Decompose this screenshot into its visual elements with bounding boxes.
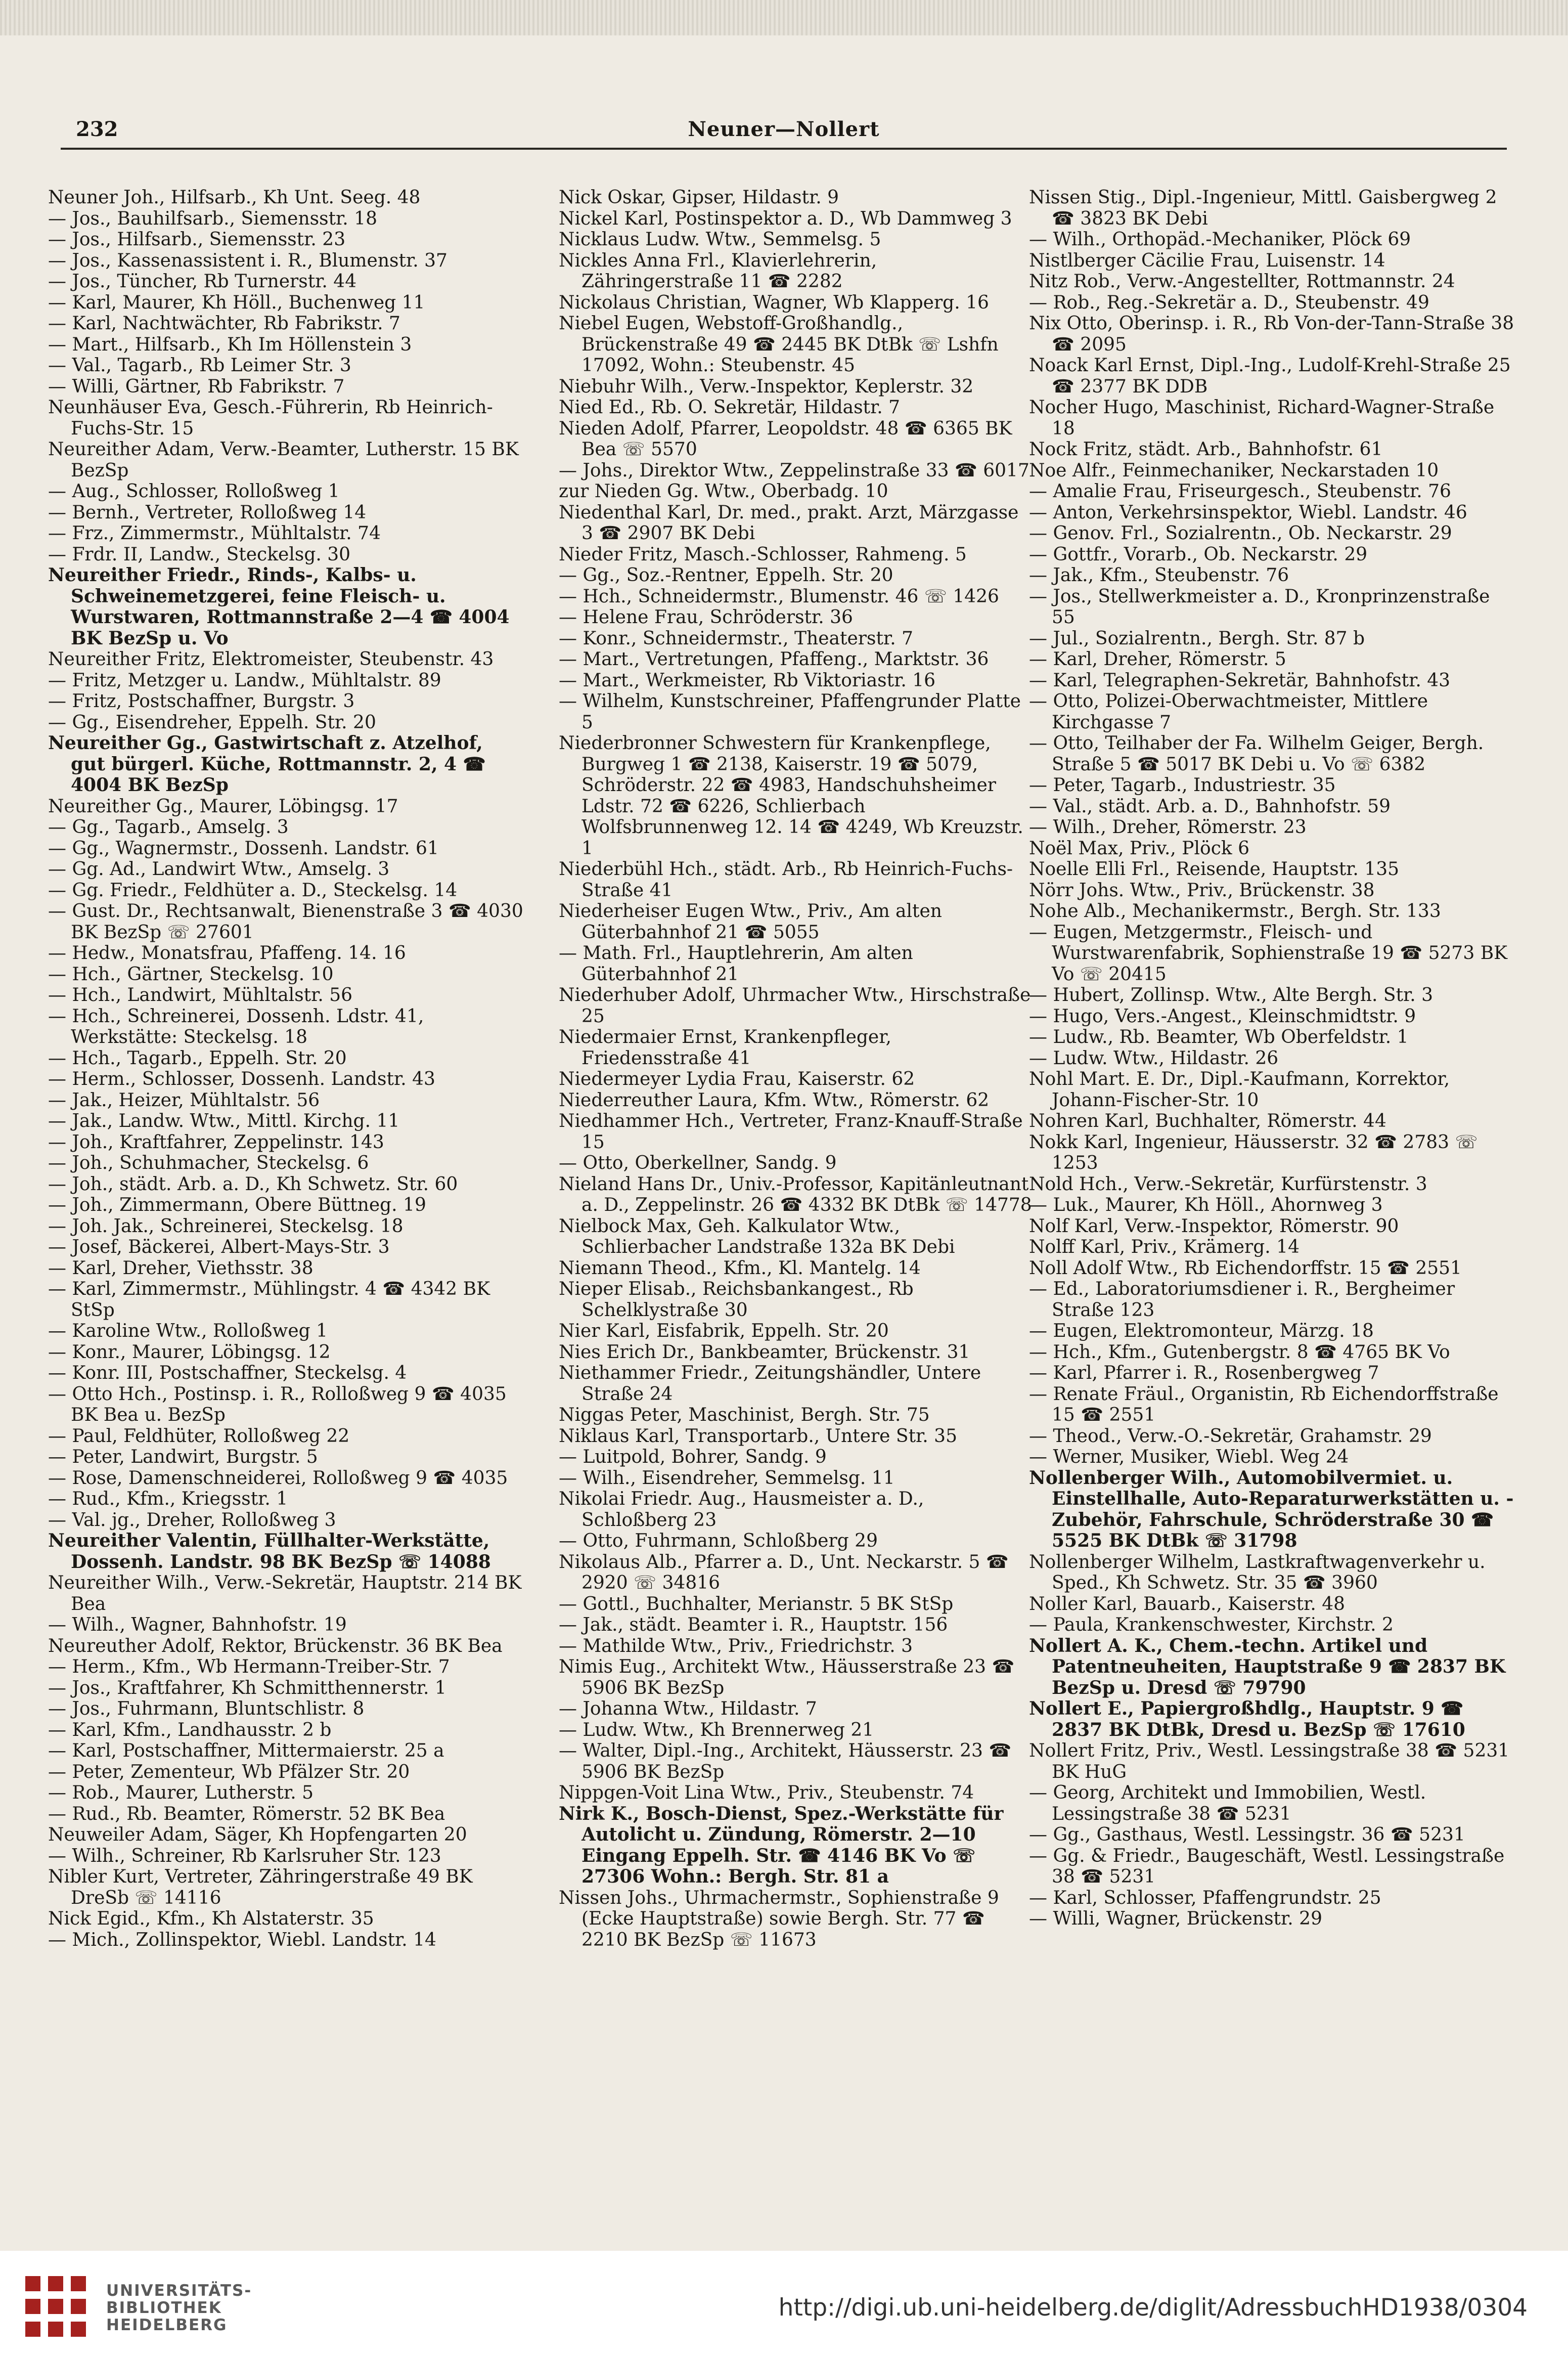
directory-entry: Nollert A. K., Chem.-techn. Artikel und Patentneuheiten, Hauptstraße 9 ☎ 2837 BK BezSp u. Dresd ☏ 79790: [1029, 1635, 1506, 1698]
directory-entry: Noller Karl, Bauarb., Kaiserstr. 48: [1029, 1593, 1346, 1614]
directory-entry: Niedenthal Karl, Dr. med., prakt. Arzt, Märzgasse 3 ☎ 2907 BK Debi: [559, 502, 1019, 544]
directory-entry: — Jos., Fuhrmann, Bluntschlistr. 8: [48, 1698, 365, 1719]
directory-entry: — Werner, Musiker, Wiebl. Weg 24: [1029, 1447, 1349, 1467]
directory-entry: — Peter, Zementeur, Wb Pfälzer Str. 20: [48, 1761, 410, 1782]
directory-entry: — Hch., Landwirt, Mühltalstr. 56: [48, 985, 353, 1006]
directory-entry: — Hch., Schreinerei, Dossenh. Ldstr. 41, Werkstätte: Steckelsg. 18: [48, 1006, 424, 1047]
directory-entry: Noack Karl Ernst, Dipl.-Ing., Ludolf-Krehl-Straße 25 ☎ 2377 BK DDB: [1029, 355, 1511, 397]
directory-entry: — Otto, Polizei-Oberwachtmeister, Mittlere Kirchgasse 7: [1029, 691, 1428, 733]
directory-entry: Nick Egid., Kfm., Kh Alstaterstr. 35: [48, 1908, 374, 1929]
directory-entry: — Hch., Schneidermstr., Blumenstr. 46 ☏ 1426: [559, 586, 999, 607]
directory-entry: — Anton, Verkehrsinspektor, Wiebl. Landstr. 46: [1029, 502, 1467, 523]
library-name-line: BIBLIOTHEK: [106, 2299, 222, 2317]
scan-edge: [0, 0, 1568, 35]
directory-entry: Noelle Elli Frl., Reisende, Hauptstr. 135: [1029, 859, 1400, 880]
directory-entry: Nibler Kurt, Vertreter, Zähringerstraße 49 BK DreSb ☏ 14116: [48, 1866, 473, 1908]
directory-entry: — Josef, Bäckerei, Albert-Mays-Str. 3: [48, 1237, 390, 1257]
directory-entry: Neureither Fritz, Elektromeister, Steubenstr. 43: [48, 649, 494, 670]
directory-entry: — Karl, Zimmermstr., Mühlingstr. 4 ☎ 4342 BK StSp: [48, 1279, 490, 1321]
directory-entry: — Karl, Schlosser, Pfaffengrundstr. 25: [1029, 1887, 1381, 1908]
directory-entry: Nier Karl, Eisfabrik, Eppelh. Str. 20: [559, 1321, 889, 1341]
directory-entry: — Jak., Heizer, Mühltalstr. 56: [48, 1089, 320, 1111]
directory-entry: Noël Max, Priv., Plöck 6: [1029, 838, 1250, 859]
directory-entry: Nold Hch., Verw.-Sekretär, Kurfürstenstr. 3: [1029, 1173, 1427, 1195]
directory-entry: — Hedw., Monatsfrau, Pfaffeng. 14. 16: [48, 943, 406, 964]
directory-entry: Nohren Karl, Buchhalter, Römerstr. 44: [1029, 1111, 1386, 1131]
directory-entry: — Wilh., Schreiner, Rb Karlsruher Str. 123: [48, 1845, 441, 1866]
directory-entry: — Math. Frl., Hauptlehrerin, Am alten Güterbahnhof 21: [559, 943, 913, 985]
directory-entry: — Ed., Laboratoriumsdiener i. R., Bergheimer Straße 123: [1029, 1279, 1455, 1321]
directory-entry: — Gg., Eisendreher, Eppelh. Str. 20: [48, 712, 376, 733]
directory-entry: Nörr Johs. Wtw., Priv., Brückenstr. 38: [1029, 880, 1375, 901]
directory-entry: — Otto Hch., Postinsp. i. R., Rolloßweg 9 ☎ 4035 BK Bea u. BezSp: [48, 1383, 507, 1425]
directory-entry: Nirk K., Bosch-Dienst, Spez.-Werkstätte für Autolicht u. Zündung, Römerstr. 2—10 Eingang Eppelh. Str. ☎ 4146 BK Vo ☏ 27306 Wohn.: Bergh. Str. 81 a: [559, 1803, 1004, 1887]
directory-entry: — Konr., Maurer, Löbingsg. 12: [48, 1341, 331, 1363]
directory-entry: — Karl, Pfarrer i. R., Rosenbergweg 7: [1029, 1363, 1379, 1383]
directory-entry: — Jos., Bauhilfsarb., Siemensstr. 18: [48, 208, 377, 229]
directory-entry: Neuweiler Adam, Säger, Kh Hopfengarten 20: [48, 1824, 467, 1845]
directory-entry: Neureuther Adolf, Rektor, Brückenstr. 36 BK Bea: [48, 1635, 503, 1656]
directory-entry: — Karl, Telegraphen-Sekretär, Bahnhofstr. 43: [1029, 670, 1451, 691]
directory-entry: — Fritz, Metzger u. Landw., Mühltalstr. 89: [48, 670, 441, 691]
directory-entry: — Joh. Jak., Schreinerei, Steckelsg. 18: [48, 1215, 404, 1237]
directory-entry: Noll Adolf Wtw., Rb Eichendorffstr. 15 ☎ 2551: [1029, 1257, 1462, 1279]
directory-entry: — Wilhelm, Kunstschreiner, Pfaffengrunder Platte 5: [559, 691, 1021, 733]
directory-entry: — Hch., Kfm., Gutenbergstr. 8 ☎ 4765 BK Vo: [1029, 1341, 1450, 1363]
directory-entry: Nieden Adolf, Pfarrer, Leopoldstr. 48 ☎ 6365 BK Bea ☏ 5570: [559, 418, 1012, 460]
directory-entry: Nokk Karl, Ingenieur, Häusserstr. 32 ☎ 2783 ☏ 1253: [1029, 1131, 1478, 1173]
directory-entry: — Walter, Dipl.-Ing., Architekt, Häusserstr. 23 ☎ 5906 BK BezSp: [559, 1740, 1012, 1782]
directory-entry: — Wilh., Dreher, Römerstr. 23: [1029, 817, 1307, 838]
directory-entry: Niggas Peter, Maschinist, Bergh. Str. 75: [559, 1405, 930, 1425]
directory-entry: Niethammer Friedr., Zeitungshändler, Untere Straße 24: [559, 1363, 981, 1405]
directory-entry: Nick Oskar, Gipser, Hildastr. 9: [559, 187, 839, 208]
directory-entry: Nied Ed., Rb. O. Sekretär, Hildastr. 7: [559, 397, 901, 418]
directory-entry: — Val., städt. Arb. a. D., Bahnhofstr. 59: [1029, 796, 1391, 817]
directory-entry: Nolf Karl, Verw.-Inspektor, Römerstr. 90: [1029, 1215, 1399, 1237]
directory-entry: — Jos., Kassenassistent i. R., Blumenstr. 37: [48, 250, 447, 271]
directory-entry: — Konr., Schneidermstr., Theaterstr. 7: [559, 628, 913, 649]
directory-entry: — Karl, Dreher, Römerstr. 5: [1029, 649, 1286, 670]
directory-entry: Nippgen-Voit Lina Wtw., Priv., Steubenstr. 74: [559, 1782, 974, 1803]
directory-entry: — Jos., Tüncher, Rb Turnerstr. 44: [48, 271, 357, 292]
directory-entry: — Otto, Fuhrmann, Schloßberg 29: [559, 1531, 878, 1551]
directory-entry: Niedhammer Hch., Vertreter, Franz-Knauff-Straße 15: [559, 1111, 1023, 1153]
directory-entry: — Eugen, Metzgermstr., Fleisch- und Wurstwarenfabrik, Sophienstraße 19 ☎ 5273 BK Vo ☏ 20415: [1029, 922, 1508, 985]
directory-entry: — Hubert, Zollinsp. Wtw., Alte Bergh. Str. 3: [1029, 985, 1433, 1006]
directory-entry: Neureither Wilh., Verw.-Sekretär, Hauptstr. 214 BK Bea: [48, 1573, 522, 1614]
directory-entry: — Karl, Kfm., Landhausstr. 2 b: [48, 1719, 332, 1740]
directory-entry: — Gg., Soz.-Rentner, Eppelh. Str. 20: [559, 565, 893, 586]
directory-entry: — Bernh., Vertreter, Rolloßweg 14: [48, 502, 367, 523]
directory-entry: — Mathilde Wtw., Priv., Friedrichstr. 3: [559, 1635, 913, 1656]
directory-entry: — Ludw., Rb. Beamter, Wb Oberfeldstr. 1: [1029, 1027, 1409, 1047]
column-3: [1029, 187, 1514, 2190]
directory-entry: — Joh., Kraftfahrer, Zeppelinstr. 143: [48, 1131, 384, 1153]
directory-entry: — Genov. Frl., Sozialrentn., Ob. Neckarstr. 29: [1029, 523, 1452, 544]
directory-entry: — Wilh., Orthopäd.-Mechaniker, Plöck 69: [1029, 229, 1411, 250]
directory-entry: — Theod., Verw.-O.-Sekretär, Grahamstr. 29: [1029, 1425, 1432, 1447]
directory-entry: — Jos., Stellwerkmeister a. D., Kronprinzenstraße 55: [1029, 586, 1490, 628]
directory-entry: — Rob., Maurer, Lutherstr. 5: [48, 1782, 314, 1803]
directory-entry: — Otto, Teilhaber der Fa. Wilhelm Geiger, Bergh. Straße 5 ☎ 5017 BK Debi u. Vo ☏ 6382: [1029, 733, 1484, 775]
directory-entry: Nickolaus Christian, Wagner, Wb Klapperg. 16: [559, 292, 989, 313]
directory-entry: Nieland Hans Dr., Univ.-Professor, Kapitänleutnant a. D., Zeppelinstr. 26 ☎ 4332 BK DtBk ☏ 14778: [559, 1173, 1032, 1215]
directory-entry: — Karl, Dreher, Viethsstr. 38: [48, 1257, 313, 1279]
directory-entry: — Gg., Gasthaus, Westl. Lessingstr. 36 ☎ 5231: [1029, 1824, 1465, 1845]
directory-entry: Niederbronner Schwestern für Krankenpflege, Burgweg 1 ☎ 2138, Kaiserstr. 19 ☎ 5079, Schröderstr. 22 ☎ 4983, Handschuhsheimer Ldstr. 72 ☎ 6226, Schlierbach Wolfsbrunnenweg 12. 14 ☎ 4249, Wb Kreuzstr. 1: [559, 733, 1023, 859]
directory-entry: — Fritz, Postschaffner, Burgstr. 3: [48, 691, 355, 712]
directory-entry: — Luk., Maurer, Kh Höll., Ahornweg 3: [1029, 1195, 1383, 1215]
directory-entry: Nohl Mart. E. Dr., Dipl.-Kaufmann, Korrektor, Johann-Fischer-Str. 10: [1029, 1069, 1450, 1111]
directory-entry: zur Nieden Gg. Wtw., Oberbadg. 10: [559, 481, 888, 502]
directory-entry: — Rose, Damenschneiderei, Rolloßweg 9 ☎ 4035: [48, 1467, 508, 1489]
directory-entry: — Mart., Hilfsarb., Kh Im Höllenstein 3: [48, 334, 412, 355]
directory-entry: — Wilh., Eisendreher, Semmelsg. 11: [559, 1467, 895, 1489]
directory-entry: — Hch., Tagarb., Eppelh. Str. 20: [48, 1047, 347, 1069]
directory-entry: — Jul., Sozialrentn., Bergh. Str. 87 b: [1029, 628, 1365, 649]
page-number: 232: [76, 117, 118, 141]
directory-entry: — Mich., Zollinspektor, Wiebl. Landstr. 14: [48, 1929, 436, 1950]
directory-entry: — Val., Tagarb., Rb Leimer Str. 3: [48, 355, 351, 376]
footer: [0, 2251, 1568, 2357]
directory-entry: — Herm., Kfm., Wb Hermann-Treiber-Str. 7: [48, 1656, 450, 1677]
directory-entry: Niederbühl Hch., städt. Arb., Rb Heinrich-Fuchs-Straße 41: [559, 859, 1013, 901]
directory-entry: — Eugen, Elektromonteur, Märzg. 18: [1029, 1321, 1374, 1341]
running-head: [61, 117, 1507, 150]
directory-entry: — Aug., Schlosser, Rolloßweg 1: [48, 481, 340, 502]
directory-entry: Neuner Joh., Hilfsarb., Kh Unt. Seeg. 48: [48, 187, 421, 208]
directory-entry: — Gg. Friedr., Feldhüter a. D., Steckelsg. 14: [48, 880, 458, 901]
directory-entry: Niebuhr Wilh., Verw.-Inspektor, Keplerstr. 32: [559, 376, 974, 397]
directory-entry: — Ludw. Wtw., Kh Brennerweg 21: [559, 1719, 874, 1740]
directory-entry: Nissen Johs., Uhrmachermstr., Sophienstraße 9 (Ecke Hauptstraße) sowie Bergh. Str. 77 ☎ 2210 BK BezSp ☏ 11673: [559, 1887, 999, 1950]
directory-entry: Nix Otto, Oberinsp. i. R., Rb Von-der-Tann-Straße 38 ☎ 2095: [1029, 313, 1514, 355]
library-emblem-icon: [20, 2271, 91, 2342]
directory-entry: — Paula, Krankenschwester, Kirchstr. 2: [1029, 1614, 1394, 1635]
directory-entry: — Hugo, Vers.-Angest., Kleinschmidtstr. 9: [1029, 1006, 1416, 1027]
directory-entry: — Jak., städt. Beamter i. R., Hauptstr. 156: [559, 1614, 948, 1635]
directory-entry: — Gg., Wagnermstr., Dossenh. Landstr. 61: [48, 838, 439, 859]
directory-entry: Nickles Anna Frl., Klavierlehrerin, Zähringerstraße 11 ☎ 2282: [559, 250, 877, 292]
directory-entry: Nistlberger Cäcilie Frau, Luisenstr. 14: [1029, 250, 1385, 271]
directory-entry: — Jos., Kraftfahrer, Kh Schmitthennerstr. 1: [48, 1677, 446, 1698]
source-url-link[interactable]: http://digi.ub.uni-heidelberg.de/diglit/AdressbuchHD1938/0304: [778, 2294, 1528, 2322]
directory-entry: Nickel Karl, Postinspektor a. D., Wb Dammweg 3: [559, 208, 1012, 229]
directory-entry: — Rud., Rb. Beamter, Römerstr. 52 BK Bea: [48, 1803, 445, 1824]
directory-entry: — Mart., Vertretungen, Pfaffeng., Marktstr. 36: [559, 649, 989, 670]
directory-entry: Niemann Theod., Kfm., Kl. Mantelg. 14: [559, 1257, 921, 1279]
directory-entry: — Hch., Gärtner, Steckelsg. 10: [48, 964, 334, 985]
directory-entry: Nielbock Max, Geh. Kalkulator Wtw., Schlierbacher Landstraße 132a BK Debi: [559, 1215, 955, 1257]
directory-entry: — Luitpold, Bohrer, Sandg. 9: [559, 1447, 827, 1467]
directory-entry: Niklaus Karl, Transportarb., Untere Str. 35: [559, 1425, 957, 1447]
directory-entry: Neureither Friedr., Rinds-, Kalbs- u. Schweinemetzgerei, feine Fleisch- u. Wurstwaren, Rottmannstraße 2—4 ☎ 4004 BK BezSp u. Vo: [48, 564, 510, 649]
library-name: [106, 2282, 252, 2334]
directory-entry: — Gg., Tagarb., Amselg. 3: [48, 817, 289, 838]
directory-entry: — Val. jg., Dreher, Rolloßweg 3: [48, 1509, 336, 1531]
directory-entry: — Ludw. Wtw., Hildastr. 26: [1029, 1047, 1279, 1069]
directory-entry: — Karoline Wtw., Rolloßweg 1: [48, 1321, 328, 1341]
directory-entry: — Paul, Feldhüter, Rolloßweg 22: [48, 1425, 350, 1447]
directory-entry: Nikolai Friedr. Aug., Hausmeister a. D., Schloßberg 23: [559, 1489, 924, 1531]
directory-entry: — Herm., Schlosser, Dossenh. Landstr. 43: [48, 1069, 435, 1089]
directory-entry: — Johs., Direktor Wtw., Zeppelinstraße 33 ☎ 6017: [559, 460, 1029, 481]
directory-entry: Nies Erich Dr., Bankbeamter, Brückenstr. 31: [559, 1341, 970, 1363]
directory-entry: Niederhuber Adolf, Uhrmacher Wtw., Hirschstraße 25: [559, 985, 1031, 1027]
directory-entry: Nikolaus Alb., Pfarrer a. D., Unt. Neckarstr. 5 ☎ 2920 ☏ 34816: [559, 1551, 1009, 1593]
column-1: [48, 187, 523, 2190]
directory-entry: — Peter, Landwirt, Burgstr. 5: [48, 1447, 318, 1467]
directory-entry: — Otto, Oberkellner, Sandg. 9: [559, 1153, 837, 1173]
directory-entry: Nieper Elisab., Reichsbankangest., Rb Schelklystraße 30: [559, 1279, 914, 1321]
directory-entry: — Johanna Wtw., Hildastr. 7: [559, 1698, 817, 1719]
directory-entry: Niedermaier Ernst, Krankenpfleger, Friedensstraße 41: [559, 1027, 891, 1069]
directory-entry: — Willi, Wagner, Brückenstr. 29: [1029, 1908, 1322, 1929]
column-2: [559, 187, 1034, 2190]
directory-entry: — Amalie Frau, Friseurgesch., Steubenstr. 76: [1029, 481, 1451, 502]
directory-entry: Niedermeyer Lydia Frau, Kaiserstr. 62: [559, 1069, 915, 1089]
directory-entry: — Frdr. II, Landw., Steckelsg. 30: [48, 544, 351, 565]
directory-entry: — Frz., Zimmermstr., Mühltalstr. 74: [48, 523, 381, 544]
directory-entry: — Gg. & Friedr., Baugeschäft, Westl. Lessingstraße 38 ☎ 5231: [1029, 1845, 1505, 1887]
directory-entry: — Konr. III, Postschaffner, Steckelsg. 4: [48, 1363, 407, 1383]
directory-entry: Nissen Stig., Dipl.-Ingenieur, Mittl. Gaisbergweg 2 ☎ 3823 BK Debi: [1029, 187, 1497, 229]
directory-entry: Nieder Fritz, Masch.-Schlosser, Rahmeng. 5: [559, 544, 967, 565]
page-title: Neuner—Nollert: [688, 117, 880, 141]
directory-entry: — Gust. Dr., Rechtsanwalt, Bienenstraße 3 ☎ 4030 BK BezSp ☏ 27601: [48, 901, 523, 943]
directory-entry: — Renate Fräul., Organistin, Rb Eichendorffstraße 15 ☎ 2551: [1029, 1383, 1499, 1425]
directory-entry: Neureither Gg., Maurer, Löbingsg. 17: [48, 796, 398, 817]
directory-entry: Niederreuther Laura, Kfm. Wtw., Römerstr. 62: [559, 1089, 990, 1111]
directory-entry: — Mart., Werkmeister, Rb Viktoriastr. 16: [559, 670, 936, 691]
directory-entry: Nollenberger Wilh., Automobilvermiet. u. Einstellhalle, Auto-Reparaturwerkstätten u. -Zubehör, Fahrschule, Schröderstraße 30 ☎ 5525 BK DtBk ☏ 31798: [1029, 1467, 1514, 1551]
library-name-line: HEIDELBERG: [106, 2316, 228, 2334]
directory-entry: — Willi, Gärtner, Rb Fabrikstr. 7: [48, 376, 345, 397]
directory-entry: — Karl, Maurer, Kh Höll., Buchenweg 11: [48, 292, 425, 313]
directory-entry: Nollert E., Papiergroßhdlg., Hauptstr. 9 ☎ 2837 BK DtBk, Dresd u. BezSp ☏ 17610: [1029, 1698, 1465, 1740]
directory-entry: — Jak., Kfm., Steubenstr. 76: [1029, 565, 1289, 586]
directory-entry: — Gottfr., Vorarb., Ob. Neckarstr. 29: [1029, 544, 1368, 565]
directory-entry: Noe Alfr., Feinmechaniker, Neckarstaden 10: [1029, 460, 1439, 481]
directory-entry: — Karl, Nachtwächter, Rb Fabrikstr. 7: [48, 313, 400, 334]
directory-entry: Nocher Hugo, Maschinist, Richard-Wagner-Straße 18: [1029, 397, 1495, 439]
directory-entry: — Gottl., Buchhalter, Merianstr. 5 BK StSp: [559, 1593, 954, 1614]
directory-entry: Neureither Gg., Gastwirtschaft z. Atzelhof, gut bürgerl. Küche, Rottmannstr. 2, 4 ☎ 4004 BK BezSp: [48, 732, 486, 796]
directory-entry: — Helene Frau, Schröderstr. 36: [559, 607, 853, 628]
directory-entry: — Wilh., Wagner, Bahnhofstr. 19: [48, 1614, 347, 1635]
directory-entry: Niederheiser Eugen Wtw., Priv., Am alten Güterbahnhof 21 ☎ 5055: [559, 901, 942, 943]
directory-entry: — Karl, Postschaffner, Mittermaierstr. 25 a: [48, 1740, 444, 1761]
directory-entry: Niebel Eugen, Webstoff-Großhandlg., Brückenstraße 49 ☎ 2445 BK DtBk ☏ Lshfn 17092, Wohn.: Steubenstr. 45: [559, 313, 999, 376]
directory-entry: — Jos., Hilfsarb., Siemensstr. 23: [48, 229, 346, 250]
directory-entry: Nollert Fritz, Priv., Westl. Lessingstraße 38 ☎ 5231 BK HuG: [1029, 1740, 1510, 1782]
directory-entry: Nohe Alb., Mechanikermstr., Bergh. Str. 133: [1029, 901, 1441, 922]
directory-entry: Nollenberger Wilhelm, Lastkraftwagenverkehr u. Sped., Kh Schwetz. Str. 35 ☎ 3960: [1029, 1551, 1486, 1593]
directory-entry: — Georg, Architekt und Immobilien, Westl. Lessingstraße 38 ☎ 5231: [1029, 1782, 1426, 1824]
directory-entry: Nicklaus Ludw. Wtw., Semmelsg. 5: [559, 229, 881, 250]
directory-entry: — Jak., Landw. Wtw., Mittl. Kirchg. 11: [48, 1111, 400, 1131]
directory-entry: Neureither Valentin, Füllhalter-Werkstätte, Dossenh. Landstr. 98 BK BezSp ☏ 14088: [48, 1530, 491, 1573]
directory-entry: — Rud., Kfm., Kriegsstr. 1: [48, 1489, 288, 1509]
directory-entry: Nitz Rob., Verw.-Angestellter, Rottmannstr. 24: [1029, 271, 1455, 292]
directory-entry: — Joh., Zimmermann, Obere Büttneg. 19: [48, 1195, 426, 1215]
directory-entry: Neureither Adam, Verw.-Beamter, Lutherstr. 15 BK BezSp: [48, 439, 519, 481]
library-logo[interactable]: [20, 2271, 303, 2342]
directory-entry: — Gg. Ad., Landwirt Wtw., Amselg. 3: [48, 859, 390, 880]
directory-entry: Nimis Eug., Architekt Wtw., Häusserstraße 23 ☎ 5906 BK BezSp: [559, 1656, 1015, 1698]
directory-entry: — Joh., Schuhmacher, Steckelsg. 6: [48, 1153, 369, 1173]
directory-entry: — Peter, Tagarb., Industriestr. 35: [1029, 775, 1336, 796]
directory-entry: Nolff Karl, Priv., Krämerg. 14: [1029, 1237, 1300, 1257]
library-name-line: UNIVERSITÄTS-: [106, 2282, 252, 2300]
directory-entry: — Joh., städt. Arb. a. D., Kh Schwetz. Str. 60: [48, 1173, 458, 1195]
directory-entry: Neunhäuser Eva, Gesch.-Führerin, Rb Heinrich-Fuchs-Str. 15: [48, 397, 493, 439]
directory-entry: — Rob., Reg.-Sekretär a. D., Steubenstr. 49: [1029, 292, 1429, 313]
directory-entry: Nock Fritz, städt. Arb., Bahnhofstr. 61: [1029, 439, 1383, 460]
